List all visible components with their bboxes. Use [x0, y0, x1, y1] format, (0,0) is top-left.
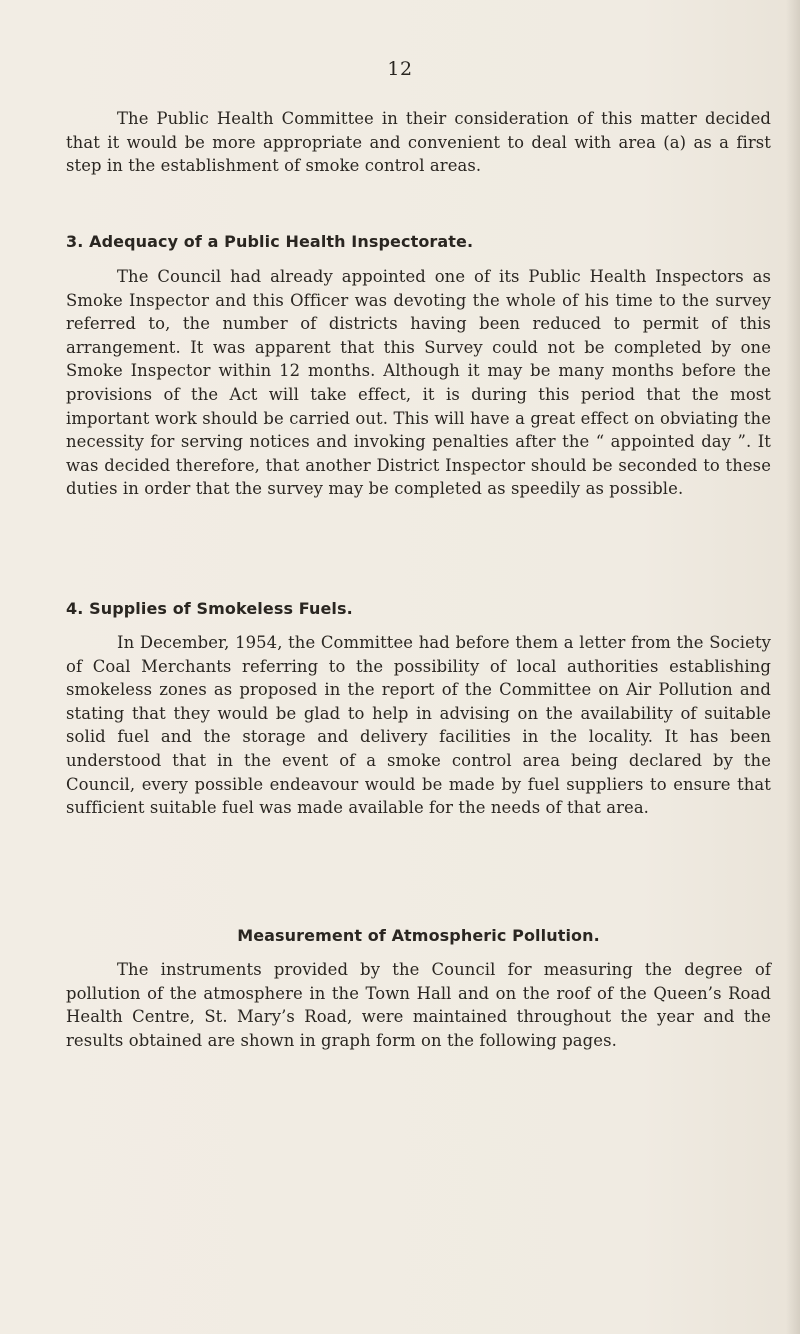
section-4-paragraph: In December, 1954, the Committee had before them a letter from the Society of Coal Merchants referring to the possibility of local authorities establishing smokeless zones as proposed in the report of the Committee on Air Pollution and stating that they would be glad to help in advising on the availability of suitable solid fuel and the storage and delivery facilities in the locality. It has been understood that in the event of a smoke control area being declared by the Council, every possible endeavour would be made by fuel suppliers to ensure that sufficient suitable fuel was made available for the needs of that area. [66, 633, 771, 818]
measurement-heading: Measurement of Atmospheric Pollution. [237, 926, 600, 945]
section-3-paragraph: The Council had already appointed one of its Public Health Inspectors as Smoke Inspector and this Officer was devoting the whole of his time to the survey referred to, the number of districts having been reduced to permit of this arrangement. It was apparent that this Survey could not be completed by one Smoke Inspector within 12 months. Although it may be many months before the provisions of the Act will take effect, it is during this period that the most important work should be carried out. This will have a great effect on obviating the necessity for serving notices and invoking penalties after the “ appointed day ”. It was decided therefore, that another District Inspector should be seconded to these duties in order that the survey may be completed as speedily as possible. [66, 267, 771, 499]
intro-paragraph-block [66, 107, 771, 178]
section-4 [66, 599, 771, 618]
section-3 [66, 232, 771, 251]
section-3-body [66, 265, 771, 501]
measurement-paragraph: The instruments provided by the Council for measuring the degree of pollution of the atmosphere in the Town Hall and on the roof of the Queen’s Road Health Centre, St. Mary’s Road, were maintained throughout the year and the results obtained are shown in graph form on the following pages. [66, 960, 771, 1050]
section-4-heading: 4. Supplies of Smokeless Fuels. [66, 599, 353, 618]
page-edge-shadow [786, 0, 800, 1334]
measurement-section [66, 926, 771, 945]
section-3-heading: 3. Adequacy of a Public Health Inspectorate. [66, 232, 474, 251]
intro-paragraph: The Public Health Committee in their consideration of this matter decided that it would be more appropriate and convenient to deal with area (a) as a first step in the establishment of smoke control areas. [66, 109, 771, 176]
section-4-body [66, 631, 771, 820]
measurement-body [66, 958, 771, 1052]
page-number: 12 [387, 58, 413, 80]
